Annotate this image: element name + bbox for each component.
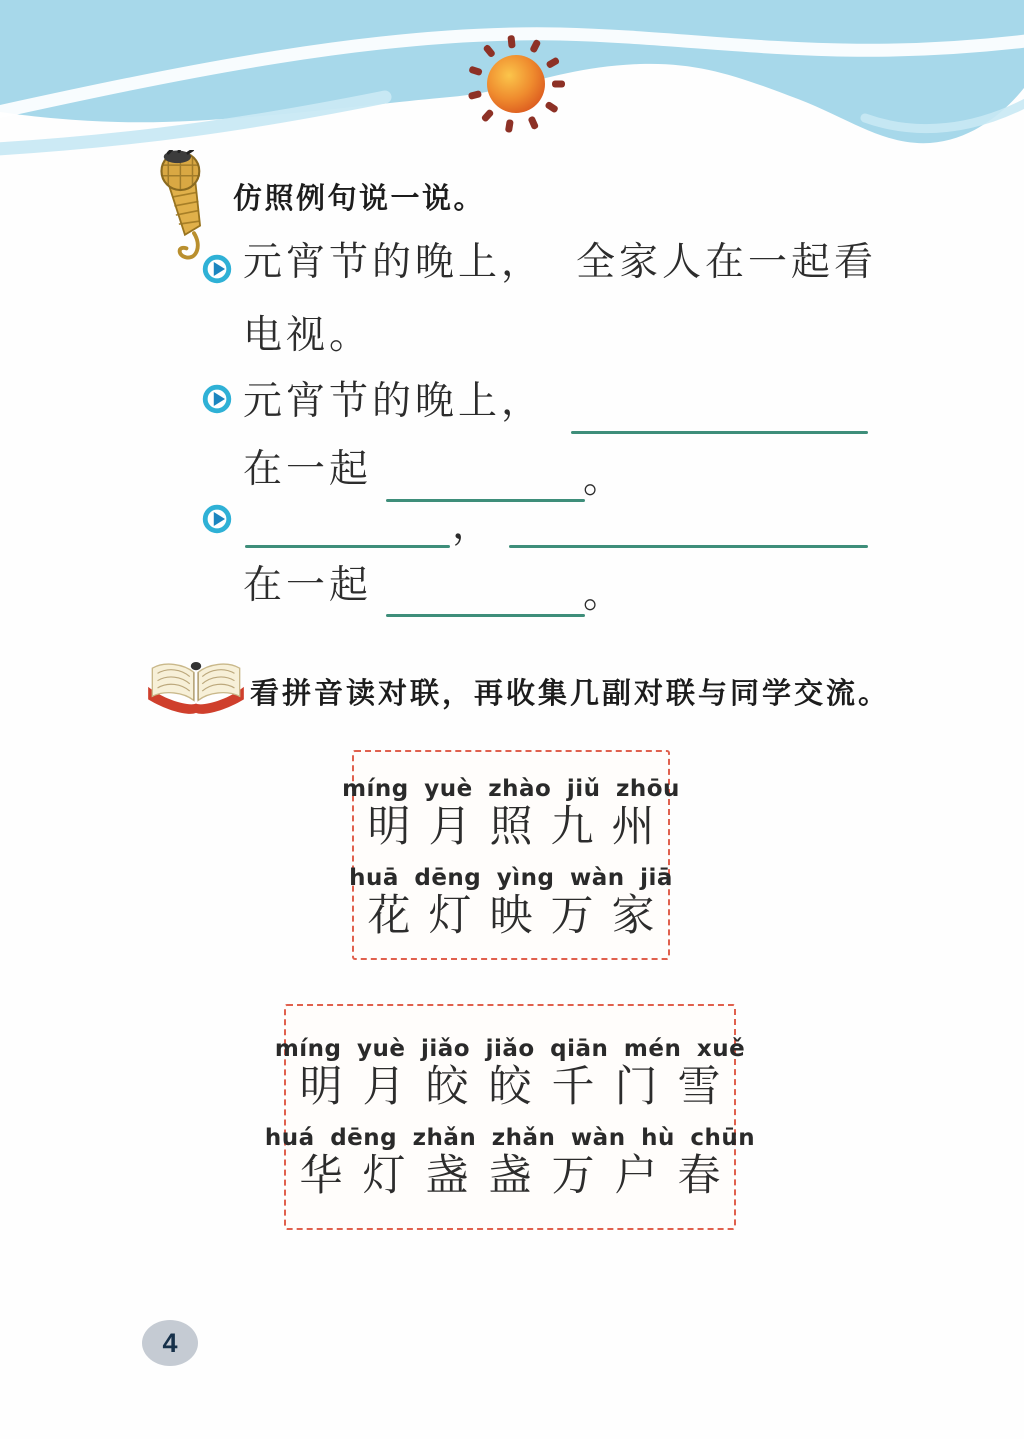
couplet1-pinyin-line2: huā dēng yìng wàn jiā bbox=[349, 865, 673, 892]
example-clause-time: 元宵节的晚上， bbox=[243, 241, 545, 284]
couplet-card-1 bbox=[342, 750, 680, 960]
fill2-period: 。 bbox=[583, 573, 627, 616]
play-bullet-icon bbox=[202, 254, 232, 284]
fill2-mid-text: 在一起 bbox=[243, 564, 373, 607]
answer-blank-line bbox=[386, 499, 585, 502]
couplet-card-2 bbox=[264, 1004, 756, 1230]
fill1-mid-text: 在一起 bbox=[243, 448, 373, 491]
example-sentence-line2: 电视。 bbox=[243, 314, 373, 357]
book-icon bbox=[144, 656, 248, 722]
play-bullet-icon bbox=[202, 384, 232, 414]
fill2-comma: ， bbox=[452, 504, 496, 547]
couplet2-hanzi-line2: 华灯盏盏万户春 bbox=[299, 1153, 741, 1201]
couplet1-pinyin-line1: míng yuè zhào jiǔ zhōu bbox=[342, 776, 680, 802]
couplet1-hanzi-line1: 明月照九州 bbox=[367, 804, 673, 851]
answer-blank-line bbox=[386, 614, 585, 617]
microphone-icon bbox=[148, 150, 240, 268]
couplet1-hanzi-line2: 花灯映万家 bbox=[367, 893, 673, 941]
page-number-badge bbox=[142, 1320, 198, 1366]
page-number: 4 bbox=[162, 1327, 178, 1358]
fill1-period: 。 bbox=[583, 458, 627, 501]
answer-blank-line bbox=[509, 545, 868, 548]
exercise-couplets-title: 看拼音读对联，再收集几副对联与同学交流。 bbox=[250, 678, 891, 710]
couplet2-pinyin-line1: míng yuè jiǎo jiǎo qiān mén xuě bbox=[274, 1036, 746, 1062]
fill1-lead-text: 元宵节的晚上， bbox=[243, 380, 545, 423]
example-clause-action: 全家人在一起看 bbox=[576, 241, 878, 284]
couplet2-pinyin-line2: huá dēng zhǎn zhǎn wàn hù chūn bbox=[264, 1125, 756, 1152]
couplet2-hanzi-line1: 明月皎皎千门雪 bbox=[299, 1064, 741, 1111]
header-wave-decoration bbox=[0, 0, 1024, 170]
example-sentence-line1 bbox=[243, 240, 877, 287]
answer-blank-line bbox=[245, 545, 450, 548]
answer-blank-line bbox=[571, 431, 868, 434]
play-bullet-icon bbox=[202, 504, 232, 534]
exercise-speak-title: 仿照例句说一说。 bbox=[233, 183, 486, 215]
